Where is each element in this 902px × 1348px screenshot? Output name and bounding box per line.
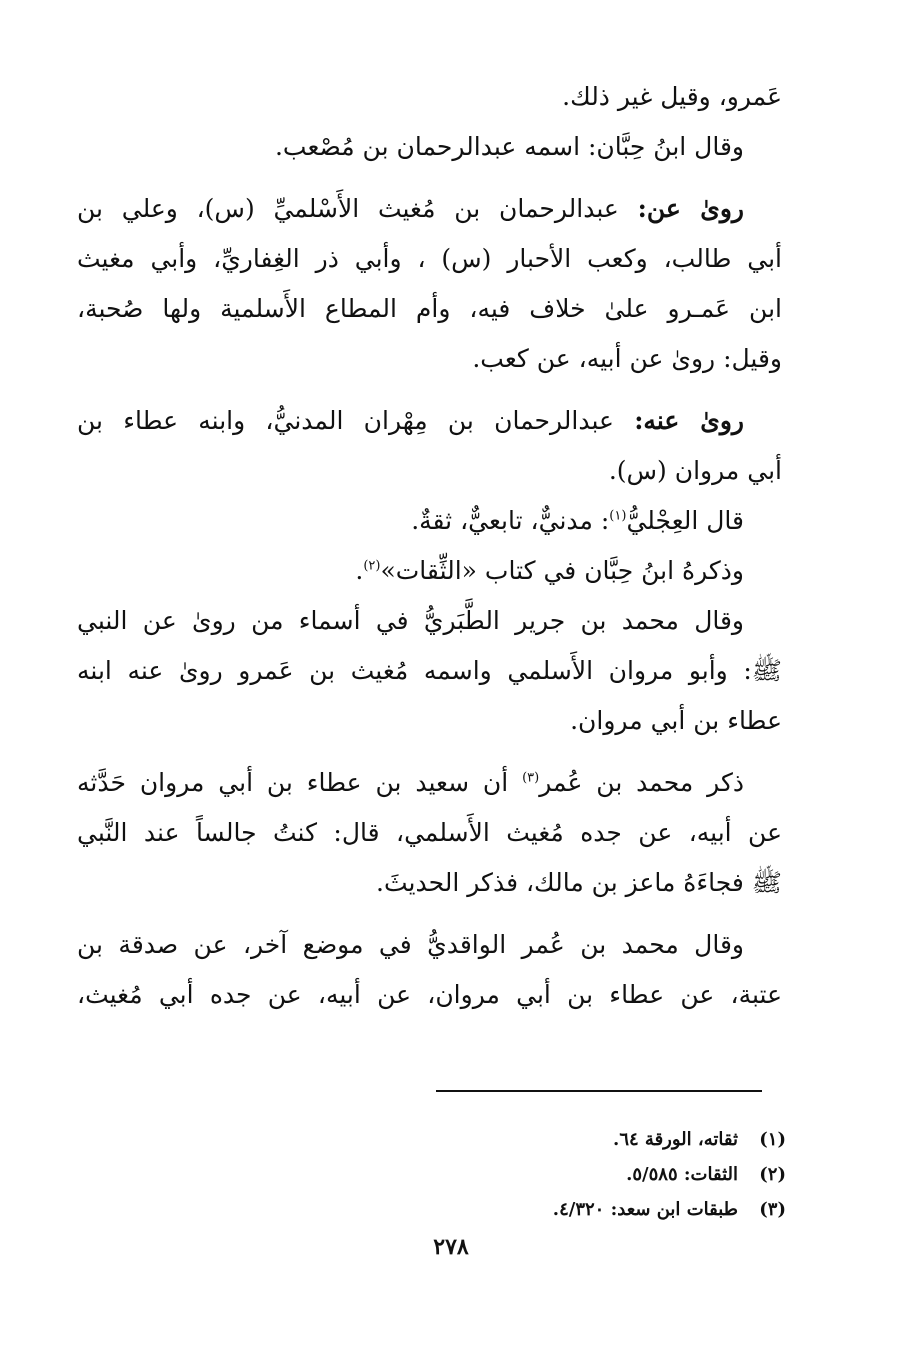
- footnote-item: [186, 1122, 786, 1157]
- ijli-text: قال العِجْليُّ: [626, 506, 744, 535]
- ijli-text-after: : مدنيٌّ، تابعيٌّ، ثقةٌ.: [411, 506, 610, 535]
- ibn-hibban-text-after: .: [355, 556, 364, 585]
- text-line: وقيل: روىٰ عن أبيه، عن كعب.: [472, 344, 782, 373]
- footnote-number: (١): [759, 1129, 786, 1150]
- text-line: ﷺ: وأبو مروان الأَسلمي واسمه مُغيث بن عَمرو روىٰ عنه ابنه: [77, 656, 782, 685]
- footnote-divider: [436, 1090, 762, 1092]
- ijli-line: [77, 496, 782, 546]
- riwaya-an-label: روىٰ عن:: [637, 194, 744, 223]
- ibn-hibban-text: وذكرهُ ابنُ حِبَّان في كتاب «الثِّقات»: [380, 556, 744, 585]
- text-line: عتبة، عن عطاء بن أبي مروان، عن أبيه، عن جده أبي مُغيث،: [77, 980, 782, 1009]
- text-line: أبي مروان (س).: [608, 456, 782, 485]
- muhammad-umar-line: [77, 758, 782, 808]
- text-line: عطاء بن أبي مروان.: [570, 706, 782, 735]
- footnote-text: طبقات ابن سعد: ٤/٣٢٠.: [552, 1199, 738, 1220]
- text-line: ابن عَمـرو علىٰ خلاف فيه، وأم المطاع الأَسلمية ولها صُحبة،: [77, 294, 782, 323]
- ibn-hibban-line: [77, 546, 782, 596]
- text-line: عن أبيه، عن جده مُغيث الأَسلمي، قال: كنتُ جالساً عند النَّبي: [77, 818, 782, 847]
- text-line: أبي طالب، وكعب الأحبار (س) ، وأبي ذر الغِفاريِّ، وأبي مغيث: [77, 244, 782, 273]
- text-line: عَمرو، وقيل غير ذلك.: [562, 82, 782, 111]
- footnote-ref[interactable]: (٣): [522, 770, 540, 786]
- text-line: وقال محمد بن عُمر الواقديُّ في موضع آخر، عن صدقة بن: [77, 930, 744, 959]
- footnote-item: [186, 1157, 786, 1192]
- muhammad-umar-text: ذكر محمد بن عُمر: [539, 768, 744, 797]
- footnote-ref[interactable]: (٢): [363, 558, 381, 574]
- footnotes: [186, 1122, 786, 1227]
- text-line: وقال محمد بن جرير الطَّبَريُّ في أسماء من روىٰ عن النبي: [77, 606, 744, 635]
- page-number: ٢٧٨: [433, 1234, 469, 1260]
- text-line: ﷺ فجاءَهُ ماعز بن مالك، فذكر الحديثَ.: [376, 868, 782, 897]
- page-body: [77, 72, 782, 1020]
- text-line: وقال ابنُ حِبَّان: اسمه عبدالرحمان بن مُصْعب.: [274, 132, 744, 161]
- riwaya-an-first-line: [77, 184, 782, 234]
- footnote-text: الثقات: ٥/٥٨٥.: [626, 1164, 738, 1185]
- riwaya-an-text: عبدالرحمان بن مُغيث الأَسْلميِّ (س)، وعلي بن: [77, 194, 619, 223]
- footnote-ref[interactable]: (١): [609, 508, 627, 524]
- muhammad-umar-text-after: أن سعيد بن عطاء بن أبي مروان حَدَّثه: [77, 768, 523, 797]
- riwaya-anhu-text: عبدالرحمان بن مِهْران المدنيُّ، وابنه عطاء بن: [77, 406, 614, 435]
- riwaya-anhu-label: روىٰ عنه:: [634, 406, 744, 435]
- footnote-text: ثقاته، الورقة ٦٤.: [613, 1129, 738, 1150]
- footnote-number: (٣): [759, 1199, 786, 1220]
- footnote-number: (٢): [759, 1164, 786, 1185]
- riwaya-anhu-first-line: [77, 396, 782, 446]
- footnote-item: [186, 1192, 786, 1227]
